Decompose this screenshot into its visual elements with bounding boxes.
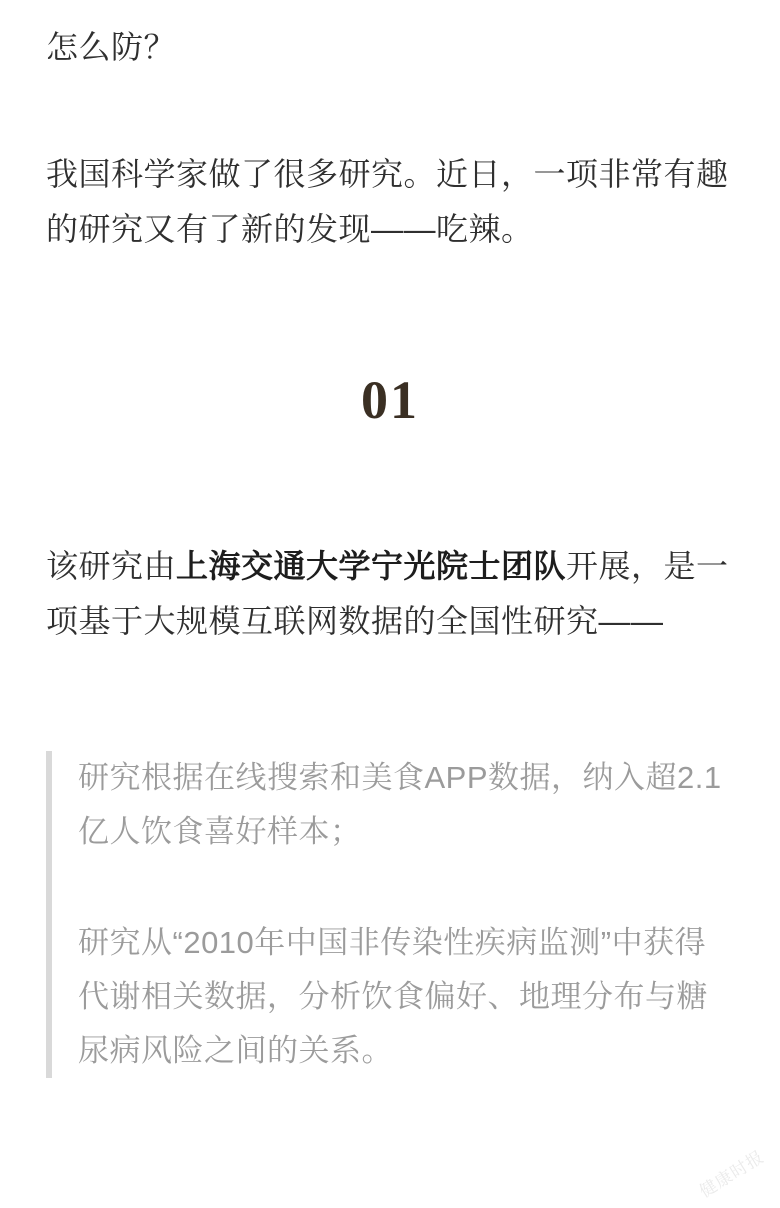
watermark xyxy=(622,1080,772,1202)
spacer-before-quote xyxy=(46,649,734,745)
spacer-after-fragment xyxy=(46,75,734,147)
quote-item: 研究根据在线搜索和美食APP数据，纳入超2.1亿人饮食喜好样本； xyxy=(78,760,722,850)
lead-paragraph xyxy=(46,539,734,649)
quote-item: 研究从“2010年中国非传染性疾病监测”中获得代谢相关数据，分析饮食偏好、地理分布与糖尿病风险之间的关系。 xyxy=(78,924,708,1069)
intro-paragraph: 我国科学家做了很多研究。近日，一项非常有趣的研究又有了新的发现——吃辣。 xyxy=(46,156,729,248)
lead-text-bold: 上海交通大学宁光院士团队 xyxy=(176,548,567,585)
spacer-top xyxy=(46,0,734,20)
spacer-before-section-number xyxy=(46,257,734,369)
quote-block xyxy=(46,751,734,1078)
top-fragment-text: 怎么防？ xyxy=(46,29,177,65)
lead-text-before: 该研究由 xyxy=(46,548,177,585)
section-number: 01 xyxy=(361,370,419,431)
spacer-after-section-number xyxy=(46,431,734,539)
watermark-text: 健康时报 xyxy=(696,1147,768,1202)
lead-text-after: 开展，是一项基于大规模互联网数据的全国性研究—— xyxy=(46,548,729,640)
